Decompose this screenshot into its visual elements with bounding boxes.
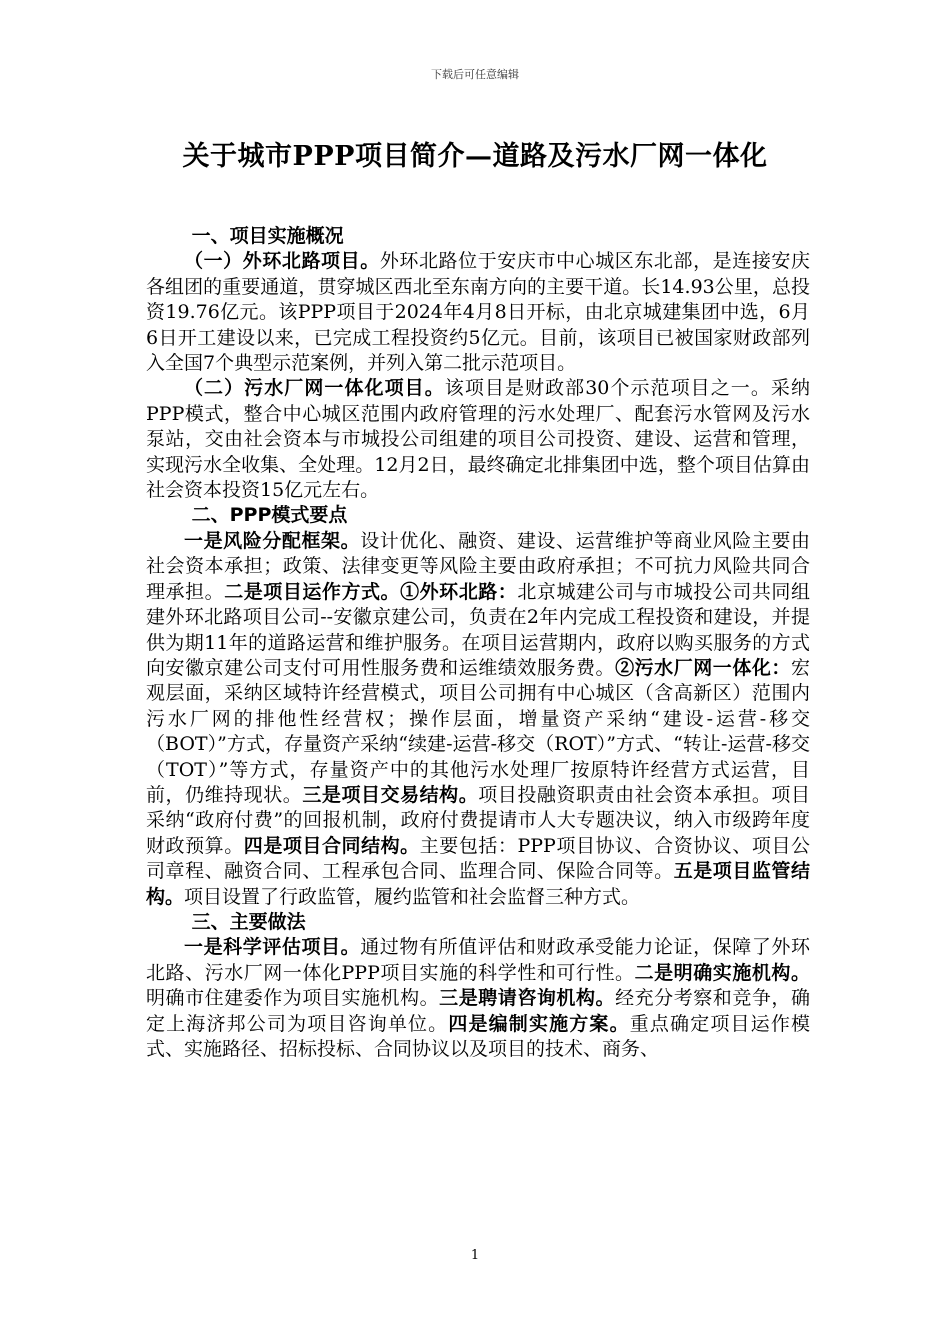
paragraph-text: 宏观层面，采纳区域特许经营模式，项目公司拥有中心城区（含高新区）范围内污水厂网的排他性经营权；操作层面，增量资产采纳“建设-运营-移交（BOT）”方式，存量资产采纳“续建-运营-移交（ROT）”方式、“转让-运营-移交（TOT）”等方式，存量资产中的其他污水处理厂按原特许经营方式运营，目前，仍维持现状。: [146, 656, 810, 806]
bold-lead: 三是项目交易结构。: [302, 783, 479, 806]
section-heading-1: 一、项目实施概况: [191, 225, 344, 247]
paragraph-text: 明确市住建委作为项目实施机构。: [146, 987, 440, 1010]
bold-lead: （二）污水厂网一体化项目。: [184, 377, 445, 400]
bold-lead: 五是项目监管结构。: [146, 860, 810, 908]
bold-lead: 一是风险分配框架。: [184, 529, 361, 552]
document-title: 关于城市PPP项目简介—道路及污水厂网一体化: [182, 141, 768, 172]
paragraph-text: 主要包括：PPP项目协议、合资协议、项目公司章程、融资合同、工程承包合同、监理合同、保险合同等。: [146, 834, 810, 883]
paragraph-text: 设计优化、融资、建设、运营维护等商业风险主要由社会资本承担；政策、法律变更等风险主要由政府承担；不可抗力风险共同合理承担。: [146, 529, 810, 603]
bold-lead: ②污水厂网一体化：: [615, 656, 791, 679]
paragraph-text: 该项目是财政部30个示范项目之一。采纳PPP模式，整合中心城区范围内政府管理的污水处理厂、配套污水管网及污水泵站，交由社会资本与市城投公司组建的项目公司投资、建设、运营和管理，实现污水全收集、全处理。12月2日，最终确定北排集团中选，整个项目估算由社会资本投资15亿元左右。: [146, 377, 810, 502]
paragraph-text: 重点确定项目运作模式、实施路径、招标投标、合同协议以及项目的技术、商务、: [146, 1012, 810, 1060]
paragraph-text: 北京城建公司与市城投公司共同组建外环北路项目公司--安徽京建公司，负责在2年内完成工程投资和建设，并提供为期11年的道路运营和维护服务。在项目运营期内，政府以购买服务的方式向安徽京建公司支付可用性服务费和运维绩效服务费。: [146, 580, 810, 679]
bold-lead: 四是编制实施方案。: [448, 1012, 630, 1035]
paragraph-ppp-points: [146, 529, 810, 910]
header-note: 下载后可任意编辑: [431, 68, 519, 81]
bold-lead: 二是明确实施机构。: [634, 961, 810, 984]
bold-lead: 四是项目合同结构。: [243, 834, 420, 857]
paragraph-text: 项目投融资职责由社会资本承担。项目采纳“政府付费”的回报机制，政府付费提请市人大专题决议，纳入市级跨年度财政预算。: [146, 783, 810, 857]
paragraph-sewage-project: [146, 376, 810, 503]
paragraph-text: 项目设置了行政监管，履约监管和社会监督三种方式。: [184, 885, 641, 908]
page-number: 1: [470, 1248, 480, 1263]
bold-lead: 一是科学评估项目。: [184, 936, 361, 959]
paragraph-text: 通过物有所值评估和财政承受能力论证，保障了外环北路、污水厂网一体化PPP项目实施的科学性和可行性。: [146, 936, 810, 984]
paragraph-text: 外环北路位于安庆市中心城区东北部，是连接安庆各组团的重要通道，贯穿城区西北至东南方向的主要干道。长14.93公里，总投资19.76亿元。该PPP项目于2024年4月8日开标，由北京城建集团中选，6月6日开工建设以来，已完成工程投资约5亿元。目前，该项目已被国家财政部列入全国7个典型示范案例，并列入第二批示范项目。: [146, 250, 810, 375]
section-heading-2: 二、PPP模式要点: [191, 504, 348, 527]
paragraph-outer-ring-road: [146, 249, 810, 376]
bold-lead: 二是项目运作方式。①外环北路：: [224, 580, 518, 603]
paragraph-main-practices: [146, 935, 810, 1062]
bold-lead: 三是聘请咨询机构。: [439, 987, 616, 1010]
section-heading-3: 三、主要做法: [191, 910, 306, 933]
document-body: [146, 224, 810, 1062]
bold-lead: （一）外环北路项目。: [184, 250, 380, 273]
paragraph-text: 经充分考察和竞争，确定上海济邦公司为项目咨询单位。: [146, 987, 810, 1035]
